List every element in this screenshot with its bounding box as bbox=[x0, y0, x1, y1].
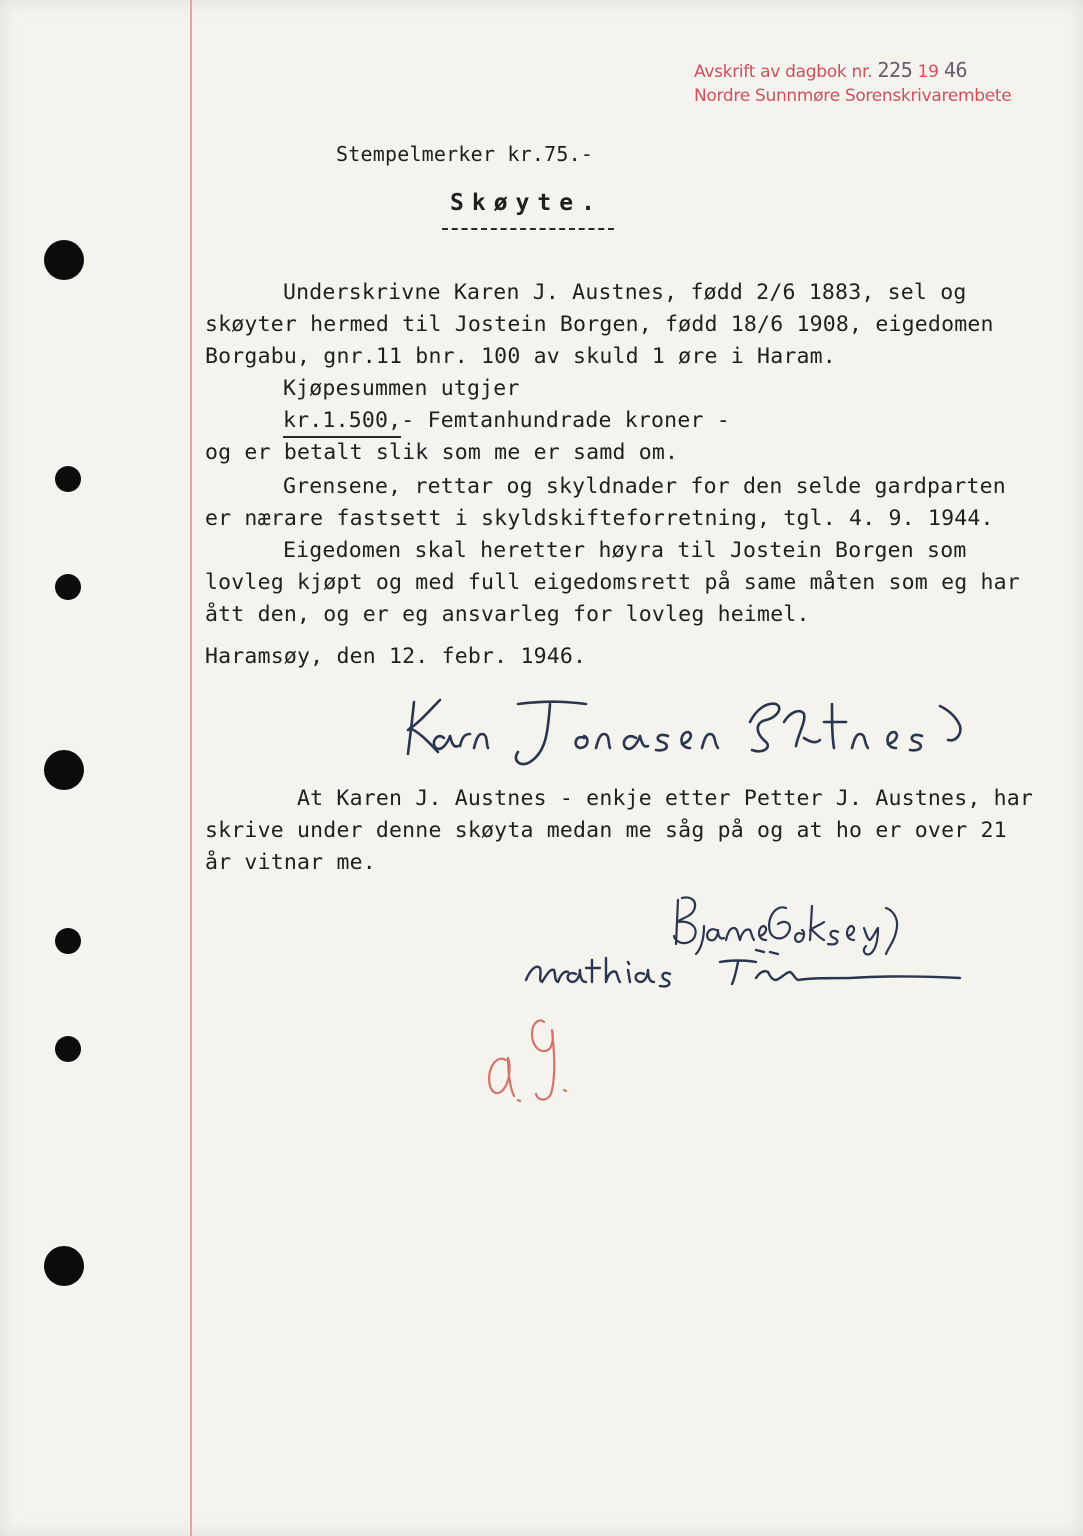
binder-hole bbox=[55, 928, 81, 954]
binder-hole bbox=[55, 574, 81, 600]
binder-hole bbox=[55, 466, 81, 492]
place-date-line: Haramsøy, den 12. febr. 1946. bbox=[205, 644, 587, 669]
body-line: Kjøpesummen utgjer bbox=[283, 376, 520, 401]
body-line: og er betalt slik som me er samd om. bbox=[205, 440, 679, 465]
document-title: Skøyte. bbox=[450, 190, 603, 216]
body-line: er nærare fastsett i skyldskifteforretning, tgl. 4. 9. 1944. bbox=[205, 506, 994, 531]
body-line: Borgabu, gnr.11 bnr. 100 av skuld 1 øre i Haram. bbox=[205, 344, 836, 369]
dagbok-number: 225 bbox=[877, 58, 913, 82]
body-line: Grensene, rettar og skyldnader for den selde gardparten bbox=[283, 474, 1006, 499]
binder-hole bbox=[44, 750, 84, 790]
body-line: Underskrivne Karen J. Austnes, fødd 2/6 1883, sel og bbox=[283, 280, 967, 305]
binder-hole bbox=[44, 240, 84, 280]
witness-line: At Karen J. Austnes - enkje etter Petter J. Austnes, har bbox=[297, 786, 1034, 811]
binder-hole bbox=[55, 1036, 81, 1062]
body-line: skøyter hermed til Jostein Borgen, fødd 18/6 1908, eigedomen bbox=[205, 312, 994, 337]
binder-hole bbox=[44, 1246, 84, 1286]
purchase-amount-line: kr.1.500,- Femtanhundrade kroner - bbox=[283, 408, 730, 433]
witness-line: år vitnar me. bbox=[205, 850, 376, 875]
margin-rule bbox=[190, 0, 192, 1536]
stamp-duty-note: Stempelmerker kr.75.- bbox=[336, 142, 594, 166]
stamp-year-prefix: 19 bbox=[917, 62, 939, 82]
stamp-prefix: Avskrift av dagbok nr. bbox=[694, 62, 873, 82]
amount-underline bbox=[283, 436, 401, 438]
body-line: ått den, og er eg ansvarleg for lovleg heimel. bbox=[205, 602, 810, 627]
witness-line: skrive under denne skøyta medan me såg på og at ho er over 21 bbox=[205, 818, 1007, 843]
witness-signature-2 bbox=[520, 940, 980, 1000]
body-line: Eigedomen skal heretter høyra til Jostein Borgen som bbox=[283, 538, 967, 563]
title-underline bbox=[442, 228, 614, 230]
clerk-initials bbox=[478, 1010, 588, 1110]
seller-signature bbox=[400, 682, 1000, 772]
stamp-year-suffix: 46 bbox=[943, 58, 968, 82]
registry-stamp-line-2: Nordre Sunnmøre Sorenskrivarembete bbox=[694, 86, 1012, 106]
registry-stamp-line-1 bbox=[694, 58, 967, 82]
body-line: lovleg kjøpt og med full eigedomsrett på same måten som eg har bbox=[205, 570, 1020, 595]
